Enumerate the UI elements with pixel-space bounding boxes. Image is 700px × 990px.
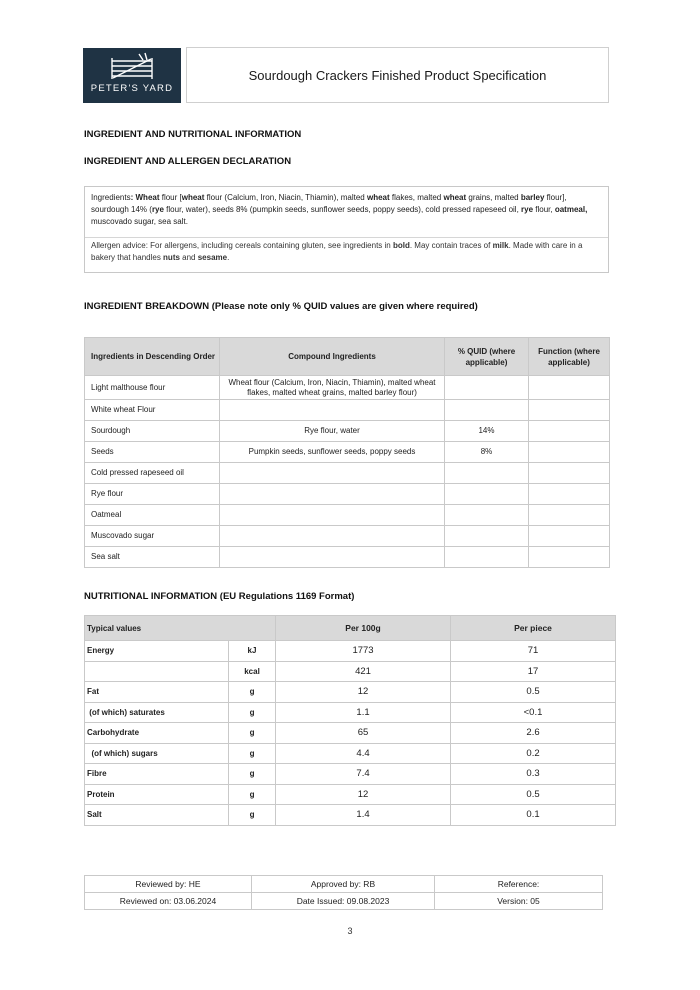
nutrient-label: Salt bbox=[85, 805, 229, 826]
column-header: Ingredients in Descending Order bbox=[85, 338, 220, 376]
text-run: flour (Calcium, Iron, Niacin, Thiamin), malted bbox=[204, 193, 367, 202]
breakdown-heading: INGREDIENT BREAKDOWN (Please note only % QUID values are given where required) bbox=[84, 301, 478, 312]
nutrient-label bbox=[85, 661, 229, 682]
per-piece-cell: 0.2 bbox=[451, 743, 616, 764]
compound-cell bbox=[220, 505, 445, 526]
text-run: flour [ bbox=[159, 193, 182, 202]
compound-cell bbox=[220, 526, 445, 547]
ingredients-label: Ingredients bbox=[91, 193, 131, 202]
function-cell bbox=[529, 421, 610, 442]
text-run: flour, water), seeds 8% (pumpkin seeds, sunflower seeds, poppy seeds), cold pressed rapeseed oil, bbox=[163, 205, 522, 214]
ingredient-cell: Muscovado sugar bbox=[85, 526, 220, 547]
table-row bbox=[85, 376, 610, 400]
table-row bbox=[85, 764, 616, 785]
column-header: Function (where applicable) bbox=[529, 338, 610, 376]
per-piece-cell: 0.1 bbox=[451, 805, 616, 826]
table-row bbox=[85, 784, 616, 805]
per-100g-cell: 12 bbox=[276, 682, 451, 703]
allergen-highlight: oatmeal, bbox=[554, 205, 588, 214]
quid-cell bbox=[445, 376, 529, 400]
function-cell bbox=[529, 442, 610, 463]
ingredient-declaration-box bbox=[84, 186, 609, 273]
allergen-highlight: wheat bbox=[366, 193, 390, 202]
unit-cell: g bbox=[229, 805, 276, 826]
text-run: grains, malted bbox=[466, 193, 521, 202]
table-row bbox=[85, 505, 610, 526]
nutrient-label: (of which) saturates bbox=[85, 702, 229, 723]
unit-cell: g bbox=[229, 682, 276, 703]
table-row bbox=[85, 442, 610, 463]
unit-cell: kcal bbox=[229, 661, 276, 682]
per-piece-cell: 17 bbox=[451, 661, 616, 682]
per-100g-cell: 1.1 bbox=[276, 702, 451, 723]
per-100g-cell: 12 bbox=[276, 784, 451, 805]
table-row bbox=[85, 463, 610, 484]
per-100g-cell: 4.4 bbox=[276, 743, 451, 764]
table-row bbox=[85, 526, 610, 547]
nutrient-label: Protein bbox=[85, 784, 229, 805]
per-piece-cell: 0.5 bbox=[451, 784, 616, 805]
company-logo bbox=[83, 48, 181, 103]
text-run: . May contain traces of bbox=[409, 241, 493, 250]
nutrition-table bbox=[84, 615, 616, 826]
per-100g-cell: 7.4 bbox=[276, 764, 451, 785]
page-number: 3 bbox=[347, 926, 353, 936]
ingredient-cell: Cold pressed rapeseed oil bbox=[85, 463, 220, 484]
nutrient-label: Energy bbox=[85, 641, 229, 662]
table-row bbox=[85, 702, 616, 723]
nutrient-label: Fibre bbox=[85, 764, 229, 785]
compound-cell: Pumpkin seeds, sunflower seeds, poppy seeds bbox=[220, 442, 445, 463]
text-run: . Made with care in a bakery that handles bbox=[91, 241, 583, 262]
per-100g-cell: 1773 bbox=[276, 641, 451, 662]
approved-by: Approved by: RB bbox=[252, 876, 435, 893]
table-row bbox=[85, 682, 616, 703]
function-cell bbox=[529, 505, 610, 526]
compound-cell: Wheat flour (Calcium, Iron, Niacin, Thiamin), malted wheat flakes, malted wheat grains, malted barley flour) bbox=[220, 376, 445, 400]
column-header: Compound Ingredients bbox=[220, 338, 445, 376]
date-issued: Date Issued: 09.08.2023 bbox=[252, 893, 435, 910]
ingredient-cell: Sea salt bbox=[85, 547, 220, 568]
function-cell bbox=[529, 463, 610, 484]
nutrient-label: (of which) sugars bbox=[85, 743, 229, 764]
unit-cell: g bbox=[229, 784, 276, 805]
text-run: Allergen advice: For allergens, including cereals containing gluten, see ingredients in bbox=[91, 241, 393, 250]
table-row bbox=[85, 421, 610, 442]
document-title: Sourdough Crackers Finished Product Specification bbox=[186, 47, 609, 103]
allergen-highlight: milk bbox=[492, 241, 509, 250]
text-run: flakes, malted bbox=[389, 193, 444, 202]
allergen-highlight: nuts bbox=[163, 253, 180, 262]
nutrient-label: Carbohydrate bbox=[85, 723, 229, 744]
logo-wordmark: PETER'S YARD bbox=[90, 83, 174, 94]
per-100g-cell: 65 bbox=[276, 723, 451, 744]
per-piece-cell: 71 bbox=[451, 641, 616, 662]
quid-cell bbox=[445, 484, 529, 505]
ingredients-colon: : bbox=[130, 193, 134, 202]
text-run: flour, bbox=[533, 205, 555, 214]
table-row bbox=[85, 547, 610, 568]
version: Version: 05 bbox=[435, 893, 603, 910]
unit-cell: kJ bbox=[229, 641, 276, 662]
table-row bbox=[85, 723, 616, 744]
table-row bbox=[85, 805, 616, 826]
unit-cell: g bbox=[229, 743, 276, 764]
allergen-highlight: Wheat bbox=[135, 193, 160, 202]
reviewed-on: Reviewed on: 03.06.2024 bbox=[85, 893, 252, 910]
unit-cell: g bbox=[229, 723, 276, 744]
text-run: and bbox=[179, 253, 198, 262]
compound-cell bbox=[220, 463, 445, 484]
quid-cell bbox=[445, 463, 529, 484]
ingredient-cell: Sourdough bbox=[85, 421, 220, 442]
text-run: muscovado sugar, sea salt. bbox=[91, 217, 188, 226]
compound-cell bbox=[220, 484, 445, 505]
per-piece-cell: 0.3 bbox=[451, 764, 616, 785]
allergen-highlight: rye bbox=[151, 205, 164, 214]
table-row bbox=[85, 484, 610, 505]
allergen-highlight: rye bbox=[521, 205, 534, 214]
text-run: flour], sourdough 14% ( bbox=[91, 193, 567, 214]
column-header: Typical values bbox=[85, 616, 276, 641]
allergen-highlight: wheat bbox=[181, 193, 205, 202]
gate-icon bbox=[109, 52, 155, 80]
quid-cell: 14% bbox=[445, 421, 529, 442]
quid-cell bbox=[445, 547, 529, 568]
nutrient-label: Fat bbox=[85, 682, 229, 703]
function-cell bbox=[529, 526, 610, 547]
table-row bbox=[85, 743, 616, 764]
quid-cell bbox=[445, 400, 529, 421]
ingredient-breakdown-table bbox=[84, 337, 610, 568]
per-piece-cell: 0.5 bbox=[451, 682, 616, 703]
approval-footer bbox=[84, 875, 603, 910]
compound-cell bbox=[220, 547, 445, 568]
function-cell bbox=[529, 547, 610, 568]
quid-cell bbox=[445, 505, 529, 526]
table-row bbox=[85, 661, 616, 682]
compound-cell bbox=[220, 400, 445, 421]
unit-cell: g bbox=[229, 702, 276, 723]
function-cell bbox=[529, 400, 610, 421]
function-cell bbox=[529, 484, 610, 505]
table-row bbox=[85, 400, 610, 421]
allergen-highlight: bold bbox=[392, 241, 410, 250]
per-100g-cell: 1.4 bbox=[276, 805, 451, 826]
column-header: Per piece bbox=[451, 616, 616, 641]
reviewed-by: Reviewed by: HE bbox=[85, 876, 252, 893]
ingredient-cell: Oatmeal bbox=[85, 505, 220, 526]
nutrition-heading: NUTRITIONAL INFORMATION (EU Regulations 1169 Format) bbox=[84, 591, 355, 602]
per-piece-cell: <0.1 bbox=[451, 702, 616, 723]
ingredients-statement bbox=[91, 192, 601, 228]
allergen-advice bbox=[91, 240, 601, 264]
ingredient-cell: Light malthouse flour bbox=[85, 376, 220, 400]
ingredient-cell: Seeds bbox=[85, 442, 220, 463]
reference: Reference: bbox=[435, 876, 603, 893]
per-piece-cell: 2.6 bbox=[451, 723, 616, 744]
allergen-highlight: barley bbox=[520, 193, 545, 202]
allergen-highlight: wheat bbox=[443, 193, 467, 202]
text-run: . bbox=[227, 253, 230, 262]
ingredient-cell: White wheat Flour bbox=[85, 400, 220, 421]
declaration-heading: INGREDIENT AND ALLERGEN DECLARATION bbox=[84, 156, 292, 167]
column-header: Per 100g bbox=[276, 616, 451, 641]
divider bbox=[85, 237, 608, 238]
unit-cell: g bbox=[229, 764, 276, 785]
allergen-highlight: sesame bbox=[197, 253, 228, 262]
column-header: % QUID (where applicable) bbox=[445, 338, 529, 376]
compound-cell: Rye flour, water bbox=[220, 421, 445, 442]
function-cell bbox=[529, 376, 610, 400]
quid-cell: 8% bbox=[445, 442, 529, 463]
ingredient-cell: Rye flour bbox=[85, 484, 220, 505]
section-title: INGREDIENT AND NUTRITIONAL INFORMATION bbox=[84, 129, 302, 140]
table-row bbox=[85, 641, 616, 662]
per-100g-cell: 421 bbox=[276, 661, 451, 682]
quid-cell bbox=[445, 526, 529, 547]
